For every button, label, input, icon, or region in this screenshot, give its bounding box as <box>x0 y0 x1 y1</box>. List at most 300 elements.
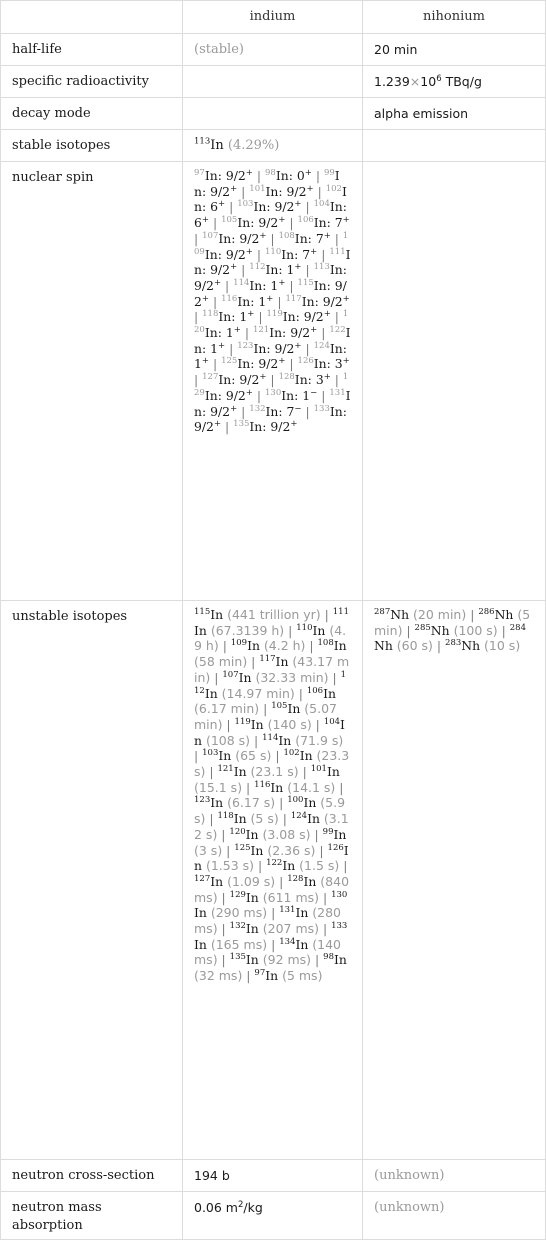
element-symbol: In <box>194 936 207 952</box>
isotope-item <box>217 811 278 826</box>
separator: | <box>302 764 307 780</box>
parity: + <box>213 419 222 430</box>
isotope-item <box>445 638 520 653</box>
parity: + <box>259 372 267 383</box>
parity: + <box>294 199 302 210</box>
spin-value: 3 <box>315 372 324 388</box>
indium-stable-isotopes <box>183 130 363 162</box>
spin-value: 9/2 <box>210 403 231 419</box>
isotope-item <box>254 968 322 983</box>
mass-number: 286 <box>478 606 495 617</box>
separator: | <box>315 168 321 183</box>
nihonium-specific-radioactivity <box>363 66 546 98</box>
parity: − <box>294 403 302 414</box>
mass-number: 112 <box>249 262 266 273</box>
half-life: (441 trillion yr) <box>227 607 321 622</box>
header-row <box>1 1 546 34</box>
separator: | <box>241 262 246 278</box>
header-indium: indium <box>183 1 363 34</box>
half-life: (108 s) <box>205 732 251 748</box>
nihonium-unstable-isotopes <box>363 601 546 1160</box>
half-life: (4.2 h) <box>263 638 306 654</box>
spin-item <box>194 168 253 183</box>
mass-number: 131 <box>279 905 296 916</box>
spin-item <box>285 294 349 309</box>
mass-number: 125 <box>234 842 251 853</box>
element-symbol: Nh <box>461 638 481 654</box>
half-life: (165 ms) <box>210 936 268 952</box>
spin-item <box>202 309 254 324</box>
parity: + <box>245 167 253 178</box>
separator: | <box>241 183 246 199</box>
spin-value: 1 <box>239 309 248 325</box>
mass-number: 100 <box>287 795 304 806</box>
value-mantissa: 1.239 <box>374 74 410 89</box>
row-specific-radioactivity <box>1 66 546 98</box>
spin-value: 3 <box>334 356 343 372</box>
mass-number: 102 <box>325 183 342 194</box>
nihonium-neutron-mass-absorption: (unknown) <box>363 1192 546 1240</box>
row-label: neutron cross-section <box>1 1160 183 1192</box>
separator: | <box>256 387 262 403</box>
separator: | <box>212 293 218 309</box>
spin-value: 9/2 <box>210 183 231 199</box>
spin-value: 9/2 <box>258 356 279 372</box>
row-half-life <box>1 34 546 66</box>
half-life: (67.3139 h) <box>210 622 285 638</box>
element-symbol: In: <box>253 199 271 215</box>
spin-value: 9/2 <box>274 199 295 215</box>
mass-number: 124 <box>290 811 308 822</box>
parity: + <box>230 403 238 414</box>
half-life: (92 ms) <box>262 952 312 968</box>
separator: | <box>334 230 339 246</box>
indium-nuclear-spin <box>183 162 363 601</box>
mass-number: 105 <box>221 214 238 225</box>
half-life: (71.9 s) <box>295 732 344 748</box>
half-life: (5 min) <box>374 607 531 638</box>
spin-value: 9/2 <box>286 183 307 199</box>
spin-value: 9/2 <box>303 309 324 325</box>
mass-number: 107 <box>202 230 219 241</box>
element-symbol: In <box>275 654 289 670</box>
separator: | <box>270 372 275 388</box>
mass-number: 106 <box>306 685 324 696</box>
mass-number: 102 <box>283 748 300 759</box>
value-exponent: 6 <box>436 73 442 84</box>
element-symbol: In <box>278 732 292 748</box>
mass-number: 108 <box>278 230 295 241</box>
separator: | <box>315 716 320 732</box>
separator: | <box>321 246 326 262</box>
separator: | <box>194 309 199 325</box>
spin-item <box>249 184 313 199</box>
separator: | <box>241 403 246 419</box>
spin-value: 9/2 <box>270 419 291 435</box>
element-symbol: In <box>295 905 309 921</box>
mass-number: 117 <box>259 653 276 664</box>
element-symbol: In: <box>294 372 312 388</box>
parity: + <box>213 277 222 288</box>
separator: | <box>305 262 310 278</box>
element-symbol: In <box>204 685 218 701</box>
element-symbol: In <box>250 842 264 858</box>
element-symbol: In: <box>294 230 312 246</box>
element-symbol: In <box>323 685 336 701</box>
half-life: (3 s) <box>194 842 223 858</box>
row-label: nuclear spin <box>1 162 183 601</box>
element-symbol: Nh <box>374 638 393 654</box>
parity: + <box>310 246 318 257</box>
element-symbol: In: <box>301 293 319 309</box>
spin-item <box>221 215 285 230</box>
element-symbol: In <box>333 638 347 654</box>
row-label: stable isotopes <box>1 130 183 162</box>
separator: | <box>244 325 249 341</box>
element-symbol: In <box>295 936 309 952</box>
spin-item <box>265 168 312 183</box>
mass-number: 113 <box>313 262 330 273</box>
isotope-item <box>234 843 315 858</box>
mass-number: 111 <box>329 246 346 257</box>
spin-value: 1 <box>270 277 279 293</box>
half-life: (1.5 s) <box>299 858 340 874</box>
mass-number: 119 <box>266 309 283 320</box>
value-base: 10 <box>420 74 437 89</box>
half-life: (5.9 s) <box>194 795 346 827</box>
separator: | <box>221 889 226 905</box>
element-symbol: In: <box>269 325 287 341</box>
mass-number: 135 <box>233 419 250 430</box>
spin-value: 9/2 <box>210 262 231 278</box>
element-symbol: In <box>210 873 224 889</box>
element-symbol: In <box>265 968 279 984</box>
parity: + <box>304 167 312 178</box>
header-corner <box>1 1 183 34</box>
mass-number: 122 <box>266 858 283 869</box>
mass-number: 128 <box>278 372 295 383</box>
element-symbol: In: <box>218 372 236 388</box>
parity: + <box>201 214 210 225</box>
parity: + <box>245 246 253 257</box>
element-symbol: In: <box>329 403 347 419</box>
half-life: (32.33 min) <box>255 669 329 685</box>
element-symbol: In: <box>218 309 236 325</box>
indium-specific-radioactivity <box>183 66 363 98</box>
element-symbol: In <box>333 826 347 842</box>
element-symbol: In: <box>249 419 267 435</box>
mass-number: 97 <box>194 167 205 178</box>
spin-value: 9/2 <box>322 293 343 309</box>
half-life: (1.09 s) <box>227 873 276 889</box>
isotope-item <box>194 795 275 810</box>
element-symbol: In <box>270 779 284 795</box>
mass-number: 110 <box>265 246 282 257</box>
half-life: (43.17 min) <box>194 654 350 685</box>
half-life: (65 s) <box>235 748 272 764</box>
mass-number: 104 <box>313 199 330 210</box>
value-exponent: 2 <box>237 1199 244 1210</box>
nihonium-neutron-cross-section: (unknown) <box>363 1160 546 1192</box>
mass-number: 132 <box>229 920 246 931</box>
mass-number: 111 <box>332 606 349 617</box>
half-life: (23.3 s) <box>194 748 350 780</box>
mass-number: 129 <box>229 889 246 900</box>
isotope-item <box>202 748 271 763</box>
mass-number: 106 <box>297 214 314 225</box>
parity: + <box>306 183 314 194</box>
element-symbol: In <box>312 622 326 638</box>
element-symbol: In: <box>194 387 351 419</box>
spin-value: 7 <box>302 246 311 262</box>
separator: | <box>194 372 199 388</box>
value-unit: TBq/g <box>445 74 482 89</box>
element-symbol: In: <box>218 230 236 246</box>
spin-item <box>267 309 331 324</box>
mass-number: 115 <box>194 606 211 617</box>
element-symbol: In: <box>237 356 255 372</box>
separator: | <box>332 669 337 685</box>
row-label: neutron mass absorption <box>1 1192 183 1240</box>
half-life: (3.12 s) <box>194 811 349 842</box>
mass-number: 99 <box>323 167 335 178</box>
mass-number: 115 <box>297 277 314 288</box>
mass-number: 98 <box>265 167 276 178</box>
element-symbol: Nh <box>430 622 450 638</box>
mass-number: 123 <box>237 340 254 351</box>
value: 0.06 m <box>194 1200 238 1215</box>
mass-number: 110 <box>296 622 313 633</box>
spin-value: 1 <box>302 387 311 403</box>
separator: | <box>322 921 328 937</box>
row-label: half-life <box>1 34 183 66</box>
separator: | <box>288 622 293 638</box>
mass-number: 99 <box>322 826 334 837</box>
parity: + <box>201 356 210 367</box>
separator: | <box>321 325 326 341</box>
mass-number: 116 <box>254 779 271 790</box>
mass-number: 121 <box>252 324 270 335</box>
element-symbol: In <box>287 701 301 717</box>
mass-number: 130 <box>265 387 282 398</box>
mass-number: 284 <box>509 622 526 633</box>
parity: + <box>259 230 267 241</box>
element-symbol: In <box>282 858 296 874</box>
half-life: (6.17 min) <box>194 701 260 717</box>
spin-item <box>253 325 317 340</box>
abundance: (4.29%) <box>227 138 280 153</box>
spin-value: 6 <box>210 199 218 215</box>
spin-item <box>265 388 317 403</box>
separator: | <box>226 716 231 732</box>
isotope-item <box>235 717 312 732</box>
spin-value: 9/2 <box>225 246 246 262</box>
mass-number: 112 <box>194 669 347 696</box>
parity: + <box>310 324 318 335</box>
spin-item <box>279 372 331 387</box>
half-life: (1.53 s) <box>205 858 255 874</box>
element-symbol: In <box>303 795 317 811</box>
separator: | <box>305 403 310 419</box>
element-symbol: In <box>218 748 232 764</box>
element-symbol: In: <box>265 183 283 199</box>
spin-value: 9/2 <box>239 230 260 246</box>
half-life: (14.1 s) <box>287 779 336 795</box>
spin-value: 9/2 <box>290 325 311 341</box>
separator: | <box>305 340 310 356</box>
spin-value: 9/2 <box>225 387 246 403</box>
mass-number: 108 <box>317 638 334 649</box>
spin-value: 7 <box>286 403 295 419</box>
separator: | <box>256 168 262 183</box>
mass-number: 105 <box>271 701 288 712</box>
mass-number: 121 <box>217 763 234 774</box>
separator: | <box>321 387 326 403</box>
separator: | <box>212 215 218 231</box>
mass-number: 107 <box>222 669 239 680</box>
separator: | <box>225 419 230 435</box>
isotope-item <box>194 607 321 622</box>
mass-number: 134 <box>279 936 296 947</box>
isotope-item <box>266 858 339 873</box>
half-life: (611 ms) <box>262 889 320 905</box>
separator: | <box>256 246 262 262</box>
element-symbol: In <box>210 138 224 153</box>
parity: + <box>278 356 286 367</box>
isotope-item <box>415 623 498 638</box>
mass-number: 119 <box>234 716 251 727</box>
element-symbol: In: <box>204 325 222 341</box>
isotope-item <box>230 890 319 905</box>
mass-number: 109 <box>194 230 349 257</box>
isotope-item <box>230 952 311 967</box>
element-symbol: In <box>194 622 207 638</box>
element-symbol: In: <box>265 262 283 278</box>
isotope-item <box>229 827 310 842</box>
element-symbol: In: <box>237 293 255 309</box>
mass-number: 118 <box>217 811 234 822</box>
half-life: (23.1 s) <box>250 764 299 780</box>
mass-number: 113 <box>194 136 211 147</box>
separator: | <box>314 826 319 842</box>
nihonium-stable-isotopes <box>363 130 546 162</box>
mass-number: 120 <box>194 309 349 335</box>
indium-unstable-isotopes <box>183 601 363 1160</box>
half-life: (32 ms) <box>194 968 243 984</box>
separator: | <box>214 669 219 685</box>
half-life: (290 ms) <box>210 905 268 921</box>
element-symbol: In: <box>253 340 271 356</box>
element-symbol: In <box>333 952 347 968</box>
half-life: (840 ms) <box>194 873 350 905</box>
mass-number: 135 <box>229 952 246 963</box>
spin-value: 1 <box>210 340 218 356</box>
element-symbol: In <box>233 764 247 780</box>
parity: + <box>218 199 226 210</box>
element-symbol: In <box>245 826 259 842</box>
half-life: (5.07 min) <box>194 701 338 732</box>
half-life: (15.1 s) <box>194 779 243 795</box>
element-symbol: In <box>194 716 345 748</box>
element-symbol: In: <box>281 246 299 262</box>
element-symbol: In: <box>204 246 222 262</box>
element-symbol: In <box>245 952 259 968</box>
element-symbol: In <box>326 764 340 780</box>
mass-number: 114 <box>233 277 250 288</box>
half-life: (2.36 s) <box>267 842 316 858</box>
element-symbol: In <box>245 889 259 905</box>
spin-value: 1 <box>194 356 202 372</box>
parity: + <box>323 309 331 320</box>
indium-neutron-cross-section: 194 b <box>183 1160 363 1192</box>
value-unit: /kg <box>243 1200 263 1215</box>
isotope-item <box>231 638 306 653</box>
element-symbol: In <box>233 811 247 827</box>
mass-number: 126 <box>297 356 314 367</box>
spin-item <box>202 231 266 246</box>
spin-item <box>249 262 301 277</box>
row-stable-isotopes <box>1 130 546 162</box>
parity: + <box>247 309 255 320</box>
nihonium-decay-mode: alpha emission <box>363 98 546 130</box>
row-label: decay mode <box>1 98 183 130</box>
half-life: (3.08 s) <box>262 826 311 842</box>
element-symbol: In: <box>237 215 255 231</box>
parity: + <box>266 293 274 304</box>
isotope-item <box>254 780 335 795</box>
separator: | <box>209 764 214 780</box>
separator: | <box>246 968 251 984</box>
separator: | <box>339 779 344 795</box>
isotope-item <box>230 921 319 936</box>
half-life: (14.97 min) <box>221 685 295 701</box>
mass-number: 101 <box>249 183 266 194</box>
row-neutron-mass-absorption <box>1 1192 546 1240</box>
spin-item <box>233 278 285 293</box>
mass-number: 104 <box>323 716 341 727</box>
mass-number: 123 <box>194 795 211 806</box>
half-life: (4.9 h) <box>194 622 347 654</box>
element-symbol: In <box>307 811 320 827</box>
element-symbol: In <box>303 873 317 889</box>
parity: + <box>230 183 238 194</box>
header-nihonium: nihonium <box>363 1 546 34</box>
mass-number: 101 <box>310 763 327 774</box>
mass-number: 98 <box>323 952 334 963</box>
mass-number: 124 <box>313 340 330 351</box>
parity: + <box>245 387 253 398</box>
element-symbol: In: <box>313 215 331 231</box>
mass-number: 127 <box>194 873 211 884</box>
half-life: (5 ms) <box>282 968 323 984</box>
mass-number: 130 <box>331 889 348 900</box>
spin-item <box>298 356 350 371</box>
row-unstable-isotopes <box>1 601 546 1160</box>
element-symbol: In <box>194 905 207 921</box>
isotope-item <box>194 874 275 889</box>
separator: | <box>298 685 303 701</box>
separator: | <box>225 277 230 293</box>
separator: | <box>221 952 226 968</box>
separator: | <box>275 748 280 764</box>
separator: | <box>334 309 339 325</box>
element-symbol: In: <box>204 168 222 183</box>
spin-item <box>237 341 301 356</box>
separator: | <box>470 607 475 622</box>
half-life: (20 min) <box>413 607 467 622</box>
separator: | <box>289 215 294 231</box>
mass-number: 133 <box>331 920 348 931</box>
